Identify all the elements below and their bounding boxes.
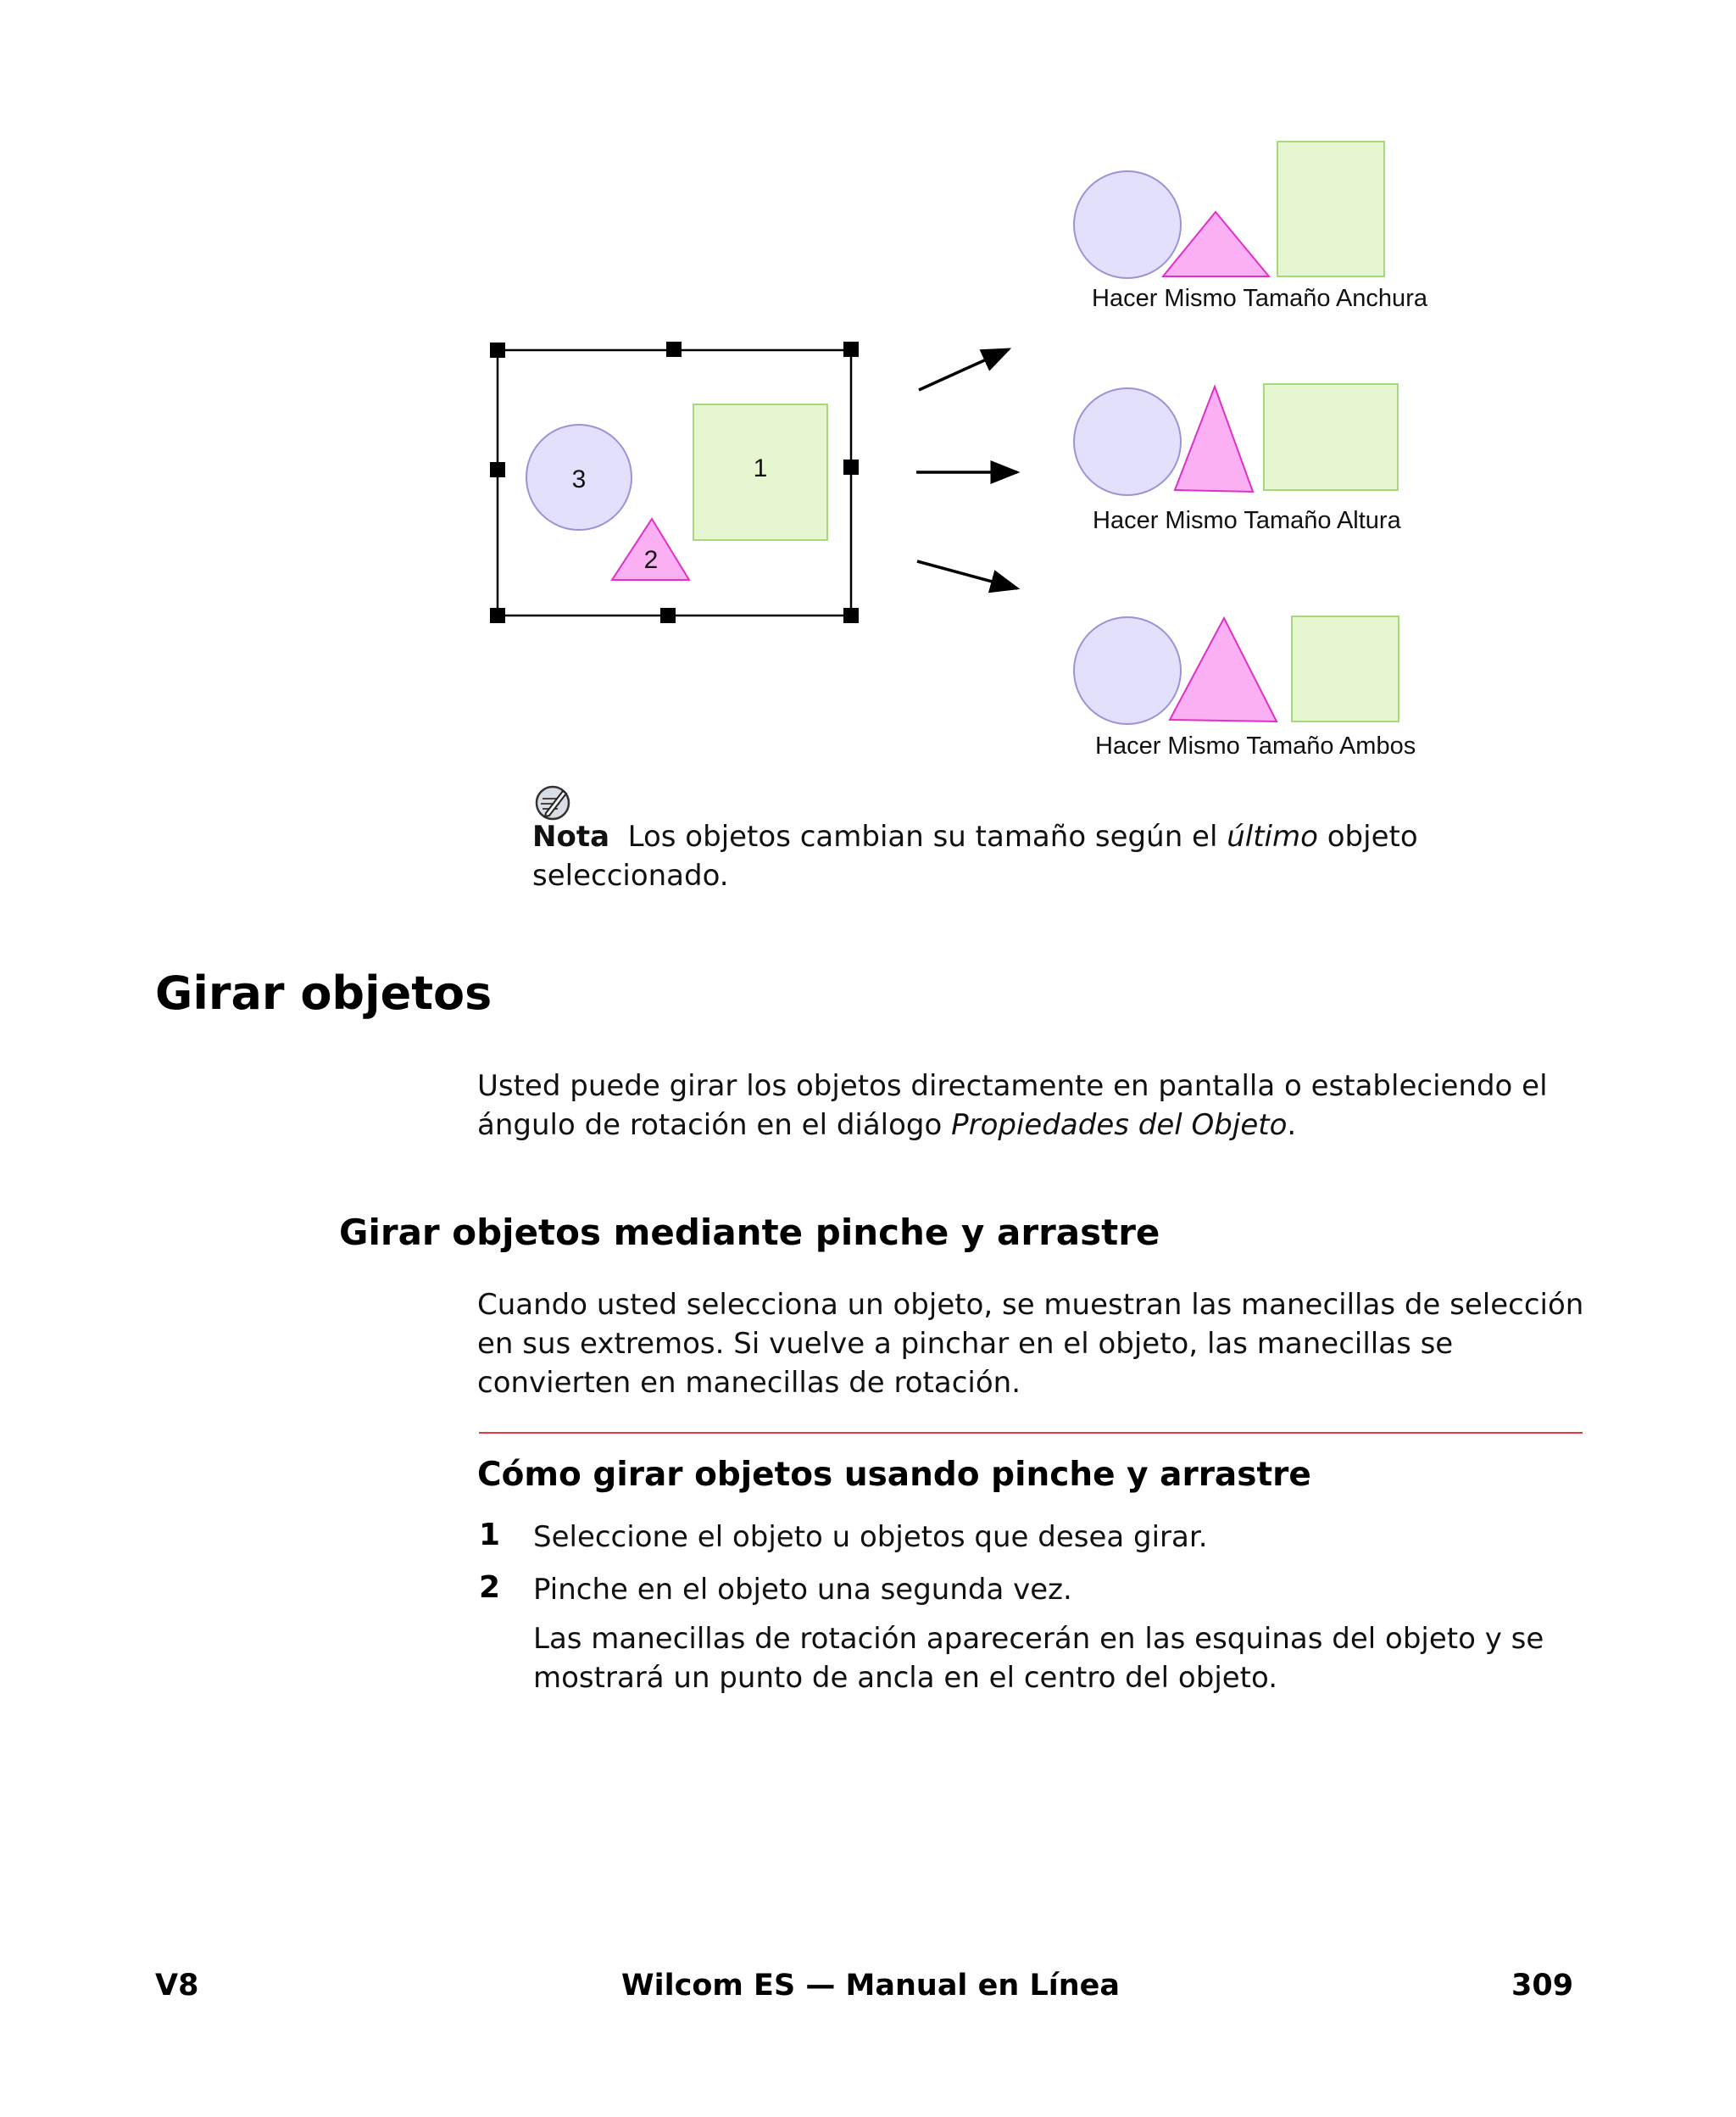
section-title: Girar objetos: [155, 967, 492, 1020]
result-same-height: [1074, 384, 1398, 495]
selection-handle: [666, 342, 682, 357]
subsection-paragraph: Cuando usted selecciona un objeto, se muestran las manecillas de selección en sus extremos. Si vuelve a pinchar en el objeto, las manecillas se convierten en manecillas de rotación.: [477, 1288, 1584, 1400]
square-shape: [1277, 142, 1384, 276]
note-paragraph: [532, 817, 1465, 895]
procedure-title: Cómo girar objetos usando pinche y arrastre: [477, 1456, 1311, 1494]
caption-same-height: Hacer Mismo Tamaño Altura: [1093, 507, 1401, 534]
note-pencil-icon: [534, 784, 571, 822]
arrow-to-both: [917, 561, 1017, 588]
square-shape: [1292, 616, 1399, 721]
footer-page-number: 309: [1511, 1969, 1574, 2003]
selection-handle: [490, 462, 505, 477]
footer-version: V8: [155, 1969, 199, 2003]
procedure-divider: [479, 1432, 1583, 1434]
step-row: [477, 1570, 1596, 1619]
note-label: Nota: [532, 820, 610, 854]
step-number: 1: [479, 1518, 501, 1552]
result-same-width: [1074, 142, 1384, 278]
step-result: Las manecillas de rotación aparecerán en las esquinas del objeto y se mostrará un punto de ancla en el centro del objeto.: [533, 1622, 1544, 1695]
square-shape: [1264, 384, 1398, 490]
selection-handle: [843, 342, 859, 357]
footer-title: Wilcom ES — Manual en Línea: [621, 1969, 1121, 2003]
caption-same-width: Hacer Mismo Tamaño Anchura: [1092, 285, 1427, 312]
selection-handle: [490, 343, 505, 358]
subsection-title: Girar objetos mediante pinche y arrastre: [339, 1212, 1160, 1253]
procedure-steps: [477, 1518, 1596, 1697]
step-row: [477, 1518, 1596, 1570]
note-text-end: objeto seleccionado.: [532, 820, 1418, 893]
selection-handle: [660, 608, 676, 623]
section-intro: [477, 1067, 1596, 1145]
step-number: 2: [479, 1570, 501, 1605]
triangle-label: 2: [643, 546, 659, 574]
circle-label: 3: [571, 465, 587, 493]
resize-diagram: [0, 0, 1736, 848]
step-text: Seleccione el objeto u objetos que desea girar.: [533, 1520, 1208, 1554]
intro-text-end: .: [1287, 1108, 1297, 1142]
intro-emphasis: Propiedades del Objeto: [951, 1108, 1288, 1142]
intro-text-start: Usted puede girar los objetos directamente en pantalla o estableciendo el ángulo de rotación en el diálogo: [477, 1069, 1548, 1142]
triangle-shape: [1175, 387, 1253, 492]
circle-shape: [1074, 171, 1181, 278]
circle-shape: [1074, 617, 1181, 724]
result-same-both: [1074, 616, 1399, 724]
selection-handle: [490, 608, 505, 623]
triangle-shape: [1170, 618, 1277, 721]
selection-handle: [843, 608, 859, 623]
circle-shape: [1074, 388, 1181, 495]
selection-handle: [843, 460, 859, 475]
note-text-start: Los objetos cambian su tamaño según el: [627, 820, 1227, 854]
caption-same-both: Hacer Mismo Tamaño Ambos: [1095, 733, 1416, 760]
step-text: Pinche en el objeto una segunda vez.: [533, 1573, 1072, 1607]
note-emphasis: último: [1227, 820, 1318, 854]
square-label: 1: [753, 454, 768, 482]
arrow-to-width: [919, 349, 1009, 390]
